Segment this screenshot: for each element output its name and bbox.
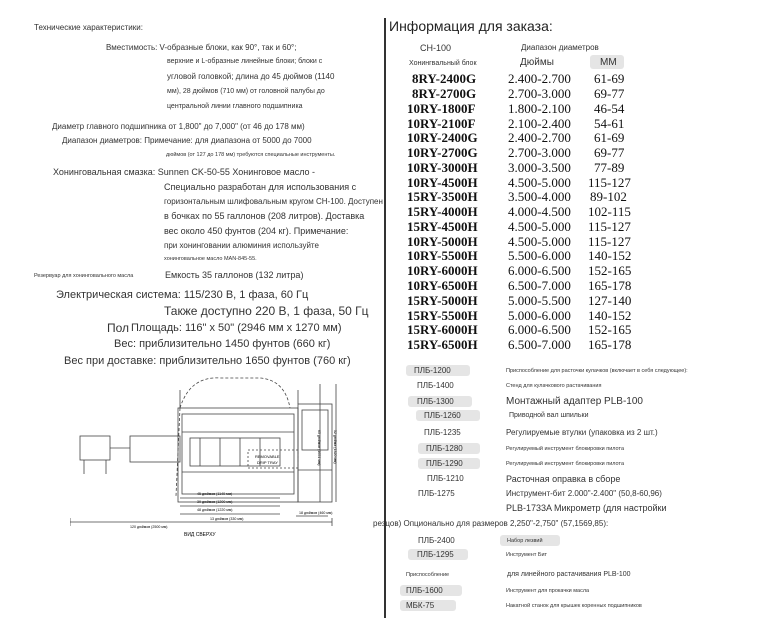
honing-block-label: Хонингвальный блок — [409, 60, 477, 67]
row-mm: 46-54 — [594, 101, 625, 116]
diameter-range: Диапазон диаметров: Примечание: для диапазона от 5000 до 7000 — [62, 136, 312, 145]
coolant-line-3: горизонтальным шлифовальным кругом CH-100. Доступен — [164, 197, 383, 206]
row-mm: 115-127 — [588, 175, 631, 190]
removable-label: REMOVABLE — [255, 454, 280, 459]
coolant-line-7: хонинговальное масло MAN-845-55. — [164, 256, 257, 262]
optional-desc: Инструмент Бит — [506, 552, 548, 558]
floor-area: Площадь: 116" x 50" (2946 мм x 1270 мм) — [131, 322, 342, 334]
diameter-note: дюймов (от 127 до 178 мм) требуются специальные инструменты. — [166, 152, 336, 158]
ordering-title: Информация для заказа: — [389, 18, 553, 34]
coolant-line-4: в бочках по 55 галлонов (208 литров). Доставка — [164, 211, 365, 221]
floor-label: Пол — [107, 321, 130, 335]
row-mm: 77-89 — [594, 160, 625, 175]
dim-48in: 48 дюймов (1220 мм) — [197, 508, 233, 512]
row-inches: 3.500-4.000 — [508, 189, 571, 204]
capacity-line-1: Вместимость: V-образные блоки, как 90°, так и 60°; — [106, 43, 297, 52]
micrometer-line: PLB-1733A Микрометр (для настройки — [506, 503, 667, 513]
row-model: 15RY-5500H — [407, 308, 478, 323]
row-model: 10RY-3000H — [407, 160, 478, 175]
capacity-line-4: мм), 28 дюймов (710 мм) от головной палубы до — [167, 88, 325, 95]
row-inches: 5.000-6.000 — [508, 308, 571, 323]
accessory-desc: Расточная оправка в сборе — [506, 474, 621, 484]
accessory-code: ПЛБ-1400 — [417, 381, 454, 390]
final-desc: Инструмент для прокачки масла — [506, 588, 590, 594]
row-model: 15RY-6000H — [407, 322, 478, 337]
row-mm: 152-165 — [588, 263, 632, 278]
accessory-desc: Стенд для кулачкового растачивания — [506, 383, 602, 389]
dim-65in: 65 дюймов (1651 мм) — [317, 430, 321, 466]
model-name: CH-100 — [420, 43, 452, 53]
row-inches: 4.500-5.000 — [508, 175, 571, 190]
reservoir-label: Резервуар для хонинговального масла — [34, 273, 134, 279]
column-divider — [384, 18, 386, 618]
capacity-line-2: верхние и L-образные линейные блоки; блоки с — [167, 58, 323, 65]
row-mm: 152-165 — [588, 322, 632, 337]
dim-18in: 18 дюймов (460 мм) — [299, 511, 333, 515]
row-model: 15RY-6500H — [407, 337, 478, 352]
row-model: 10RY-6500H — [407, 278, 478, 293]
row-model: 15RY-3500H — [407, 189, 478, 204]
accessory-desc: Регулируемый инструмент блокировки пилота — [506, 461, 625, 467]
optional-code: ПЛБ-1295 — [417, 550, 454, 559]
row-mm: 165-178 — [588, 337, 632, 352]
accessory-desc: Приводной вал шпильки — [509, 412, 589, 419]
coolant-line-5: вес около 450 фунтов (204 кг). Примечание: — [164, 226, 349, 236]
row-mm: 54-61 — [594, 116, 625, 131]
accessory-code: ПЛБ-1290 — [426, 459, 463, 468]
accessory-code: ПЛБ-1235 — [424, 428, 461, 437]
row-model: 10RY-6000H — [407, 263, 478, 278]
row-inches: 4.500-5.000 — [508, 234, 571, 249]
accessory-code: ПЛБ-1200 — [414, 366, 451, 375]
accessory-code: ПЛБ-1300 — [417, 397, 454, 406]
row-inches: 4.500-5.000 — [508, 219, 571, 234]
row-model: 10RY-1800F — [407, 101, 476, 116]
row-model: 10RY-4500H — [407, 175, 478, 190]
optional-desc: Набор лезвий — [507, 538, 543, 544]
row-inches: 5.000-5.500 — [508, 293, 571, 308]
machine-weight: Вес: приблизительно 1450 фунтов (660 кг) — [114, 338, 331, 350]
row-model: 10RY-5000H — [407, 234, 478, 249]
row-mm: 89-102 — [590, 189, 627, 204]
row-model: 15RY-4500H — [407, 219, 478, 234]
capacity-line-3: угловой головкой; длина до 45 дюймов (1140 — [167, 72, 335, 81]
final-code: МБК-75 — [406, 601, 435, 610]
row-inches: 6.000-6.500 — [508, 263, 571, 278]
row-inches: 2.400-2.700 — [508, 71, 571, 86]
row-inches: 6.500-7.000 — [508, 337, 571, 352]
row-inches: 6.000-6.500 — [508, 322, 571, 337]
row-model: 10RY-2700G — [407, 145, 478, 160]
accessory-desc: Регулируемые втулки (упаковка из 2 шт.) — [506, 428, 658, 437]
row-mm: 140-152 — [588, 248, 632, 263]
row-inches: 2.100-2.400 — [508, 116, 571, 131]
coolant-line-2: Специально разработан для использования с — [164, 182, 357, 192]
coolant-line-6: при хонинговании алюминия используйте — [164, 241, 319, 250]
accessory-desc: Монтажный адаптер PLB-100 — [506, 396, 643, 407]
electrical-alt: Также доступно 220 В, 1 фаза, 50 Гц — [164, 304, 369, 318]
row-inches: 2.700-3.000 — [508, 86, 571, 101]
dim-13in: 13 дюймов (330 мм) — [210, 517, 244, 521]
row-mm: 115-127 — [588, 234, 631, 249]
row-mm: 69-77 — [594, 145, 625, 160]
fixture-desc: для линейного растачивания PLB-100 — [507, 571, 631, 578]
dim-39in: 39 дюймов (1200 мм) — [197, 500, 233, 504]
row-mm: 61-69 — [594, 130, 625, 145]
inches-header: Дюймы — [520, 57, 554, 68]
electrical-system: Электрическая система: 115/230 В, 1 фаза, 60 Гц — [56, 289, 309, 301]
accessory-code: ПЛБ-1280 — [426, 444, 463, 453]
optional-line: резцов) Опционально для размеров 2,250"-2,750" (57,1569,85): — [373, 519, 609, 528]
optional-code: ПЛБ-2400 — [418, 536, 455, 545]
diameter-range-header: Диапазон диаметров — [521, 43, 599, 52]
row-model: 10RY-2400G — [407, 130, 478, 145]
shipping-weight: Вес при доставке: приблизительно 1650 фунтов (760 кг) — [64, 355, 351, 367]
coolant-line-1: Хонинговальная смазка: Sunnen CK-50-55 Хонинговое масло - — [53, 167, 316, 177]
row-mm: 165-178 — [588, 278, 632, 293]
dim-45in: 45 дюймов (1140 мм) — [197, 492, 233, 496]
dim-52in: 52 дюйма (1320 мм) — [333, 430, 337, 464]
drawing-caption: ВИД СВЕРХУ — [184, 532, 216, 538]
row-mm: 61-69 — [594, 71, 625, 86]
final-code: ПЛБ-1600 — [406, 586, 443, 595]
drip-tray-label: DRIP TRAY — [257, 460, 278, 465]
dim-120in: 120 дюймов (2500 мм) — [130, 525, 168, 529]
row-inches: 6.500-7.000 — [508, 278, 571, 293]
accessory-code: ПЛБ-1275 — [418, 489, 455, 498]
accessory-code: ПЛБ-1260 — [424, 411, 461, 420]
row-mm: 115-127 — [588, 219, 631, 234]
accessory-desc: Приспособление для расточки кулачков (включает в себя следующее): — [506, 368, 688, 374]
specs-title: Технические характеристики: — [34, 23, 143, 32]
final-desc: Накатной станок для крышек коренных подшипников — [506, 603, 642, 609]
row-model: 10RY-5500H — [407, 248, 478, 263]
accessory-desc: Регулируемый инструмент блокировки пилота — [506, 446, 625, 452]
row-inches: 1.800-2.100 — [508, 101, 571, 116]
row-model: 15RY-5000H — [407, 293, 478, 308]
fixture-label: Приспособление — [406, 572, 450, 578]
capacity-line-5: центральной линии главного подшипника — [167, 103, 303, 110]
row-inches: 3.000-3.500 — [508, 160, 571, 175]
row-model: 15RY-4000H — [407, 204, 478, 219]
row-inches: 5.500-6.000 — [508, 248, 571, 263]
row-model: 8RY-2400G — [412, 71, 477, 86]
row-inches: 2.700-3.000 — [508, 145, 571, 160]
reservoir-value: Емкость 35 галлонов (132 литра) — [165, 270, 304, 280]
row-inches: 4.000-4.500 — [508, 204, 571, 219]
row-mm: 69-77 — [594, 86, 625, 101]
bearing-diameter: Диаметр главного подшипника от 1,800" до 7,000" (от 46 до 178 мм) — [52, 122, 305, 131]
accessory-desc: Инструмент-бит 2.000"-2.400" (50,8-60,96) — [506, 489, 662, 498]
row-mm: 102-115 — [588, 204, 631, 219]
row-mm: 140-152 — [588, 308, 632, 323]
row-mm: 127-140 — [588, 293, 632, 308]
row-model: 8RY-2700G — [412, 86, 477, 101]
mm-header: ММ — [600, 57, 617, 68]
top-view-drawing — [70, 370, 370, 540]
row-inches: 2.400-2.700 — [508, 130, 571, 145]
row-model: 10RY-2100F — [407, 116, 476, 131]
accessory-code: ПЛБ-1210 — [427, 474, 464, 483]
